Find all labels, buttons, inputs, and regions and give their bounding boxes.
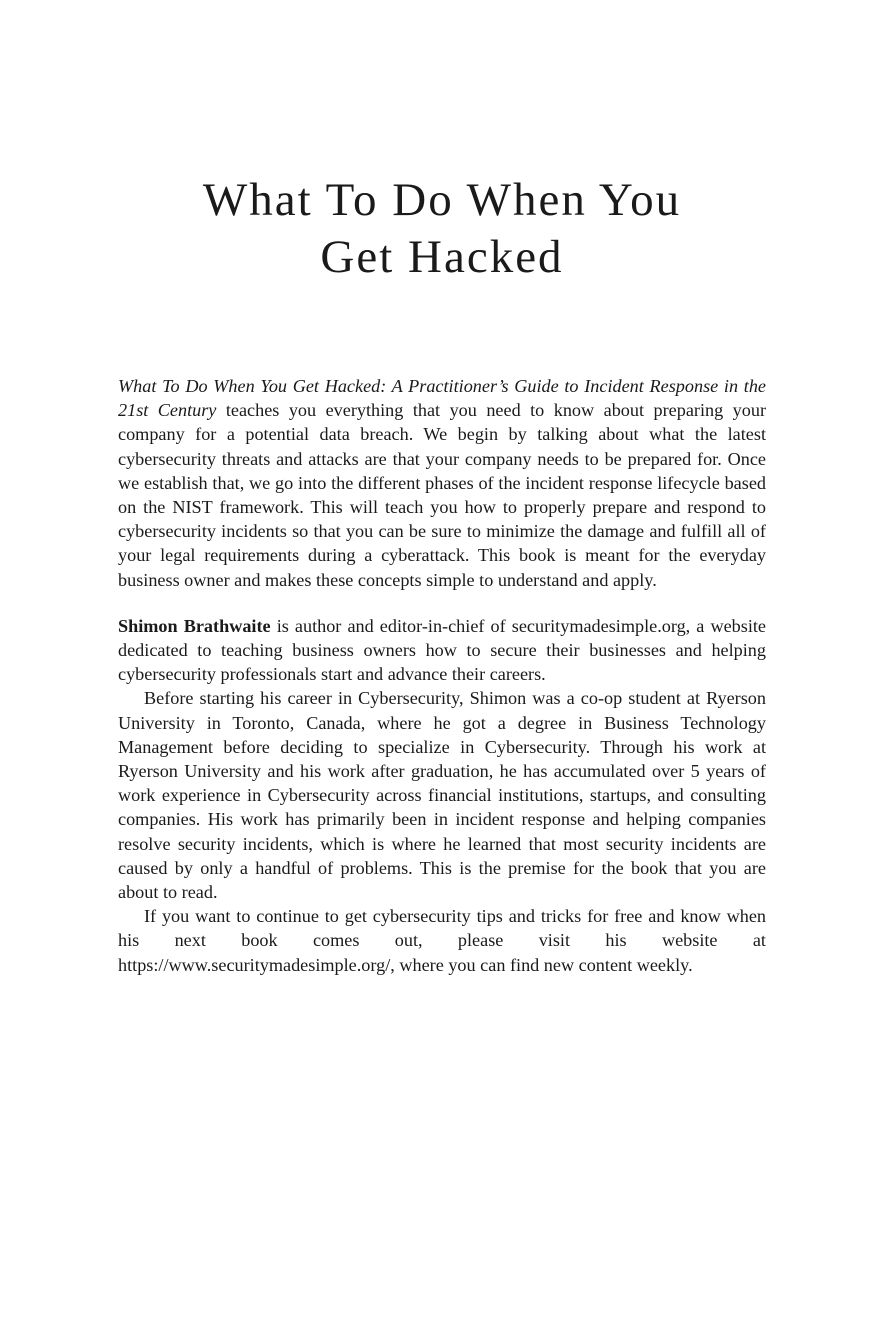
paragraph-gap [118,592,766,614]
description-text: teaches you everything that you need to know about preparing your company for a potential data breach. We begin by talking about what the latest cybersecurity threats and attacks are that your company needs to be prepared for. Once we establish that, we go into the different phases of the incident response lifecycle based on the NIST framework. This will teach you how to properly prepare and respond to cybersecurity incidents so that you can be sure to minimize the damage and fulfill all of your legal requirements during a cyberattack. This book is meant for the everyday business owner and makes these concepts simple to understand and apply. [118,400,766,590]
page-title [0,172,884,286]
page-body [118,374,766,977]
author-intro-text: is author and editor-in-chief of securitymadesimple.org, a website dedicated to teaching business owners how to secure their businesses and helping cybersecurity professionals start and advance their careers. [118,615,766,685]
author-intro [118,614,766,687]
book-title-italic: What To Do When You Get Hacked: A Practitioner’s Guide to Incident Response in the 21st Century [118,376,766,421]
author-name: Shimon Brathwaite [118,615,271,636]
title-line-2: Get Hacked [320,231,564,283]
author-paragraph-2: Before starting his career in Cybersecurity, Shimon was a co-op student at Ryerson University in Toronto, Canada, where he got a degree in Business Technology Management before deciding to specialize in Cybersecurity. Through his work at Ryerson University and his work after graduation, he has accumulated over 5 years of work experience in Cybersecurity across financial institutions, startups, and consulting companies. His work has primarily been in incident response and helping companies resolve security incidents, which is where he learned that most security incidents are caused by only a handful of problems. This is the premise for the book that you are about to read. [118,688,766,903]
title-line-1: What To Do When You [202,174,682,226]
author-paragraph-3: If you want to continue to get cybersecurity tips and tricks for free and know when his next book comes out, please visit his website at https://www.securitymadesimple.org/, where you can find new content weekly. [118,906,766,975]
book-description [118,374,766,592]
